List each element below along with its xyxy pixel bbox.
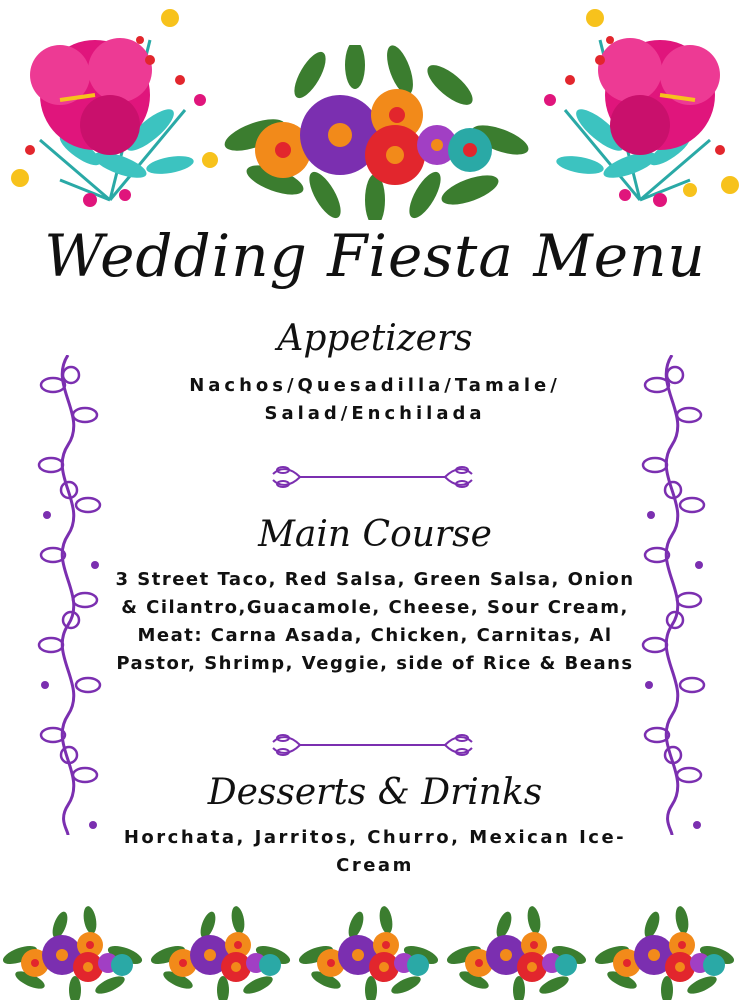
section-items-desserts-drinks: Horchata, Jarritos, Churro, Mexican Ice-Cream [123, 827, 627, 876]
flower-garland-bottom [0, 905, 750, 1000]
section-heading-appetizers: Appetizers [277, 318, 473, 359]
section-divider [265, 730, 480, 760]
menu-title: Wedding Fiesta Menu [44, 222, 706, 290]
section-divider [265, 462, 480, 492]
section-items-main-course: 3 Street Taco, Red Salsa, Green Salsa, Onion & Cilantro,Guacamole, Cheese, Sour Cream, Meat: Carna Asada, Chicken, Carnitas, Al Pastor, Shrimp, Veggie, side of Rice & Beans [115, 569, 635, 674]
flower-cluster-top [215, 45, 535, 220]
section-heading-desserts-drinks: Desserts & Drinks [207, 772, 543, 813]
vine-border-right [637, 355, 712, 840]
section-heading-main-course: Main Course [258, 514, 492, 555]
flower-bouquet-right [520, 0, 750, 225]
flower-bouquet-left [0, 0, 230, 225]
vine-border-left [33, 355, 108, 840]
section-items-appetizers: Nachos/Quesadilla/Tamale/ Salad/Enchilada [189, 375, 561, 424]
